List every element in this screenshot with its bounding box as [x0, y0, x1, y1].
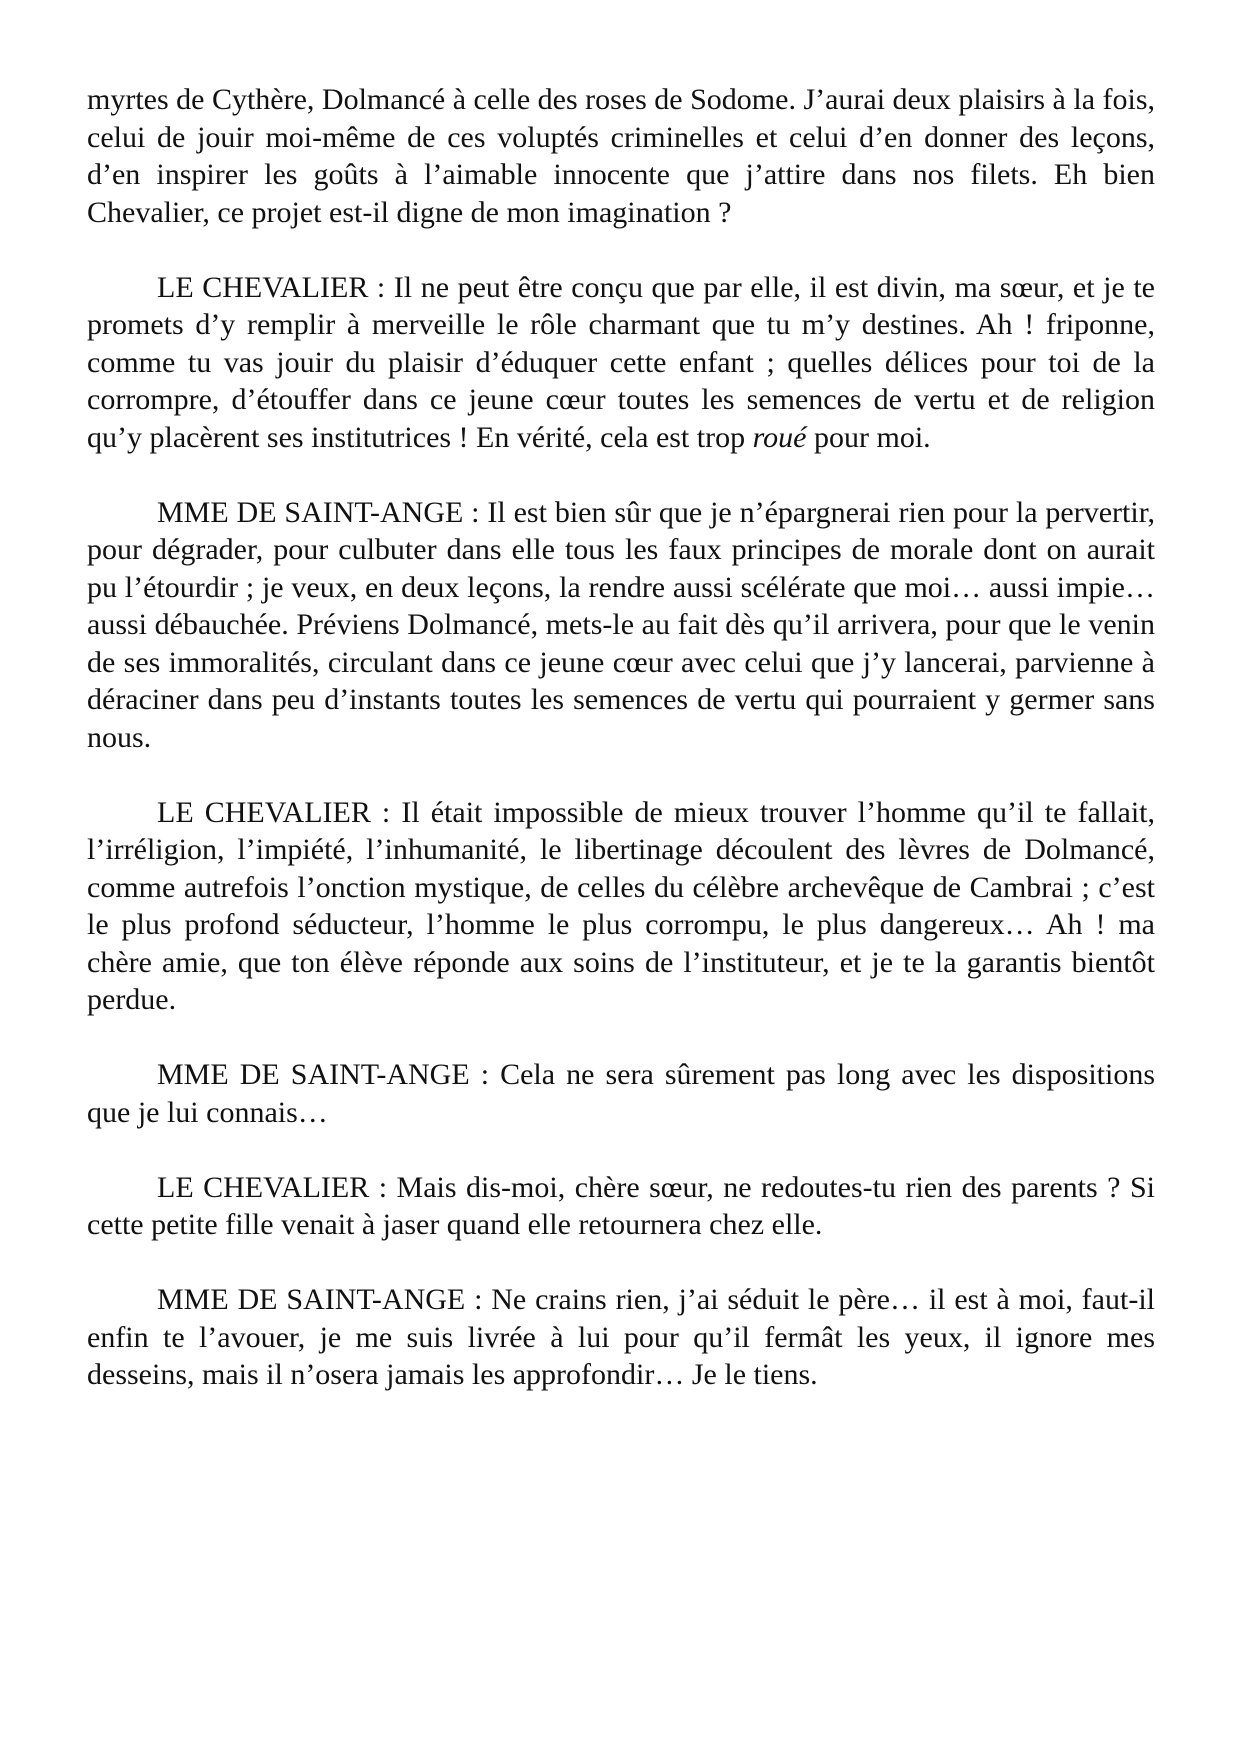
- dialogue-paragraph: [87, 269, 1155, 457]
- speaker-name: LE CHEVALIER :: [157, 270, 386, 304]
- speaker-name: LE CHEVALIER :: [157, 1170, 388, 1204]
- paragraph-text: Ne crains rien, j’ai séduit le père… il est à moi, faut-il enfin te l’avouer, je me suis livrée à lui pour qu’il fermât les yeux, il ignore mes desseins, mais il n’osera jamais les approfondir… Je le tiens.: [87, 1283, 1155, 1391]
- dialogue-paragraph: [87, 794, 1155, 1019]
- dialogue-paragraph: [87, 494, 1155, 757]
- speaker-name: LE CHEVALIER :: [157, 795, 391, 829]
- paragraph-text: Il était impossible de mieux trouver l’homme qu’il te fallait, l’irréligion, l’impiété, l’inhumanité, le libertinage découlent des lèvres de Dolmancé, comme autrefois l’onction mystique, de celles du célèbre archevêque de Cambrai ; c’est le plus profond séducteur, l’homme le plus corrompu, le plus dangereux… Ah ! ma chère amie, que ton élève réponde aux soins de l’instituteur, et je te la garantis bientôt perdue.: [87, 795, 1155, 1016]
- speaker-name: MME DE SAINT-ANGE :: [157, 1283, 483, 1316]
- dialogue-paragraph: [87, 1169, 1155, 1244]
- speaker-name: MME DE SAINT-ANGE :: [157, 495, 480, 529]
- paragraph-text: Il est bien sûr que je n’épargnerai rien pour la pervertir, pour dégrader, pour culbuter dans elle tous les faux principes de morale dont on aurait pu l’étourdir ; je veux, en deux leçons, la rendre aussi scélérate que moi… aussi impie… aussi débauchée. Préviens Dolmancé, mets-le au fait dès qu’il arrivera, pour que le venin de ses immoralités, circulant dans ce jeune cœur avec celui que j’y lancerai, parvienne à déraciner dans peu d’instants toutes les semences de vertu qui pourraient y germer sans nous.: [87, 495, 1156, 754]
- dialogue-paragraph: [87, 1056, 1155, 1131]
- paragraph-text: Il ne peut être conçu que par elle, il est divin, ma sœur, et je te promets d’y remplir à merveille le rôle charmant que tu m’y destines. Ah ! friponne, comme tu vas jouir du plaisir d’éduquer cette enfant ; quelles délices pour toi de la corrompre, d’étouffer dans ce jeune cœur toutes les semences de vertu et de religion qu’y placèrent ses institutrices ! En vérité, cela est trop: [87, 270, 1155, 454]
- paragraph-text: Cela ne sera sûrement pas long avec les dispositions que je lui connais…: [87, 1058, 1156, 1129]
- document-page: [87, 81, 1155, 1431]
- paragraph-text-tail: pour moi.: [806, 420, 931, 454]
- paragraph-text: myrtes de Cythère, Dolmancé à celle des roses de Sodome. J’aurai deux plaisirs à la fois, celui de jouir moi-même de ces voluptés criminelles et celui d’en donner des leçons, d’en inspirer les goûts à l’aimable innocente que j’attire dans nos filets. Eh bien Chevalier, ce projet est-il digne de mon imagination ?: [87, 83, 1156, 229]
- dialogue-paragraph: [87, 1281, 1155, 1394]
- paragraph-text: Mais dis-moi, chère sœur, ne redoutes-tu rien des parents ? Si cette petite fille venait à jaser quand elle retournera chez elle.: [87, 1170, 1155, 1241]
- paragraph-continuation: [87, 81, 1155, 231]
- speaker-name: MME DE SAINT-ANGE :: [157, 1058, 490, 1091]
- emphasized-word: roué: [752, 420, 807, 454]
